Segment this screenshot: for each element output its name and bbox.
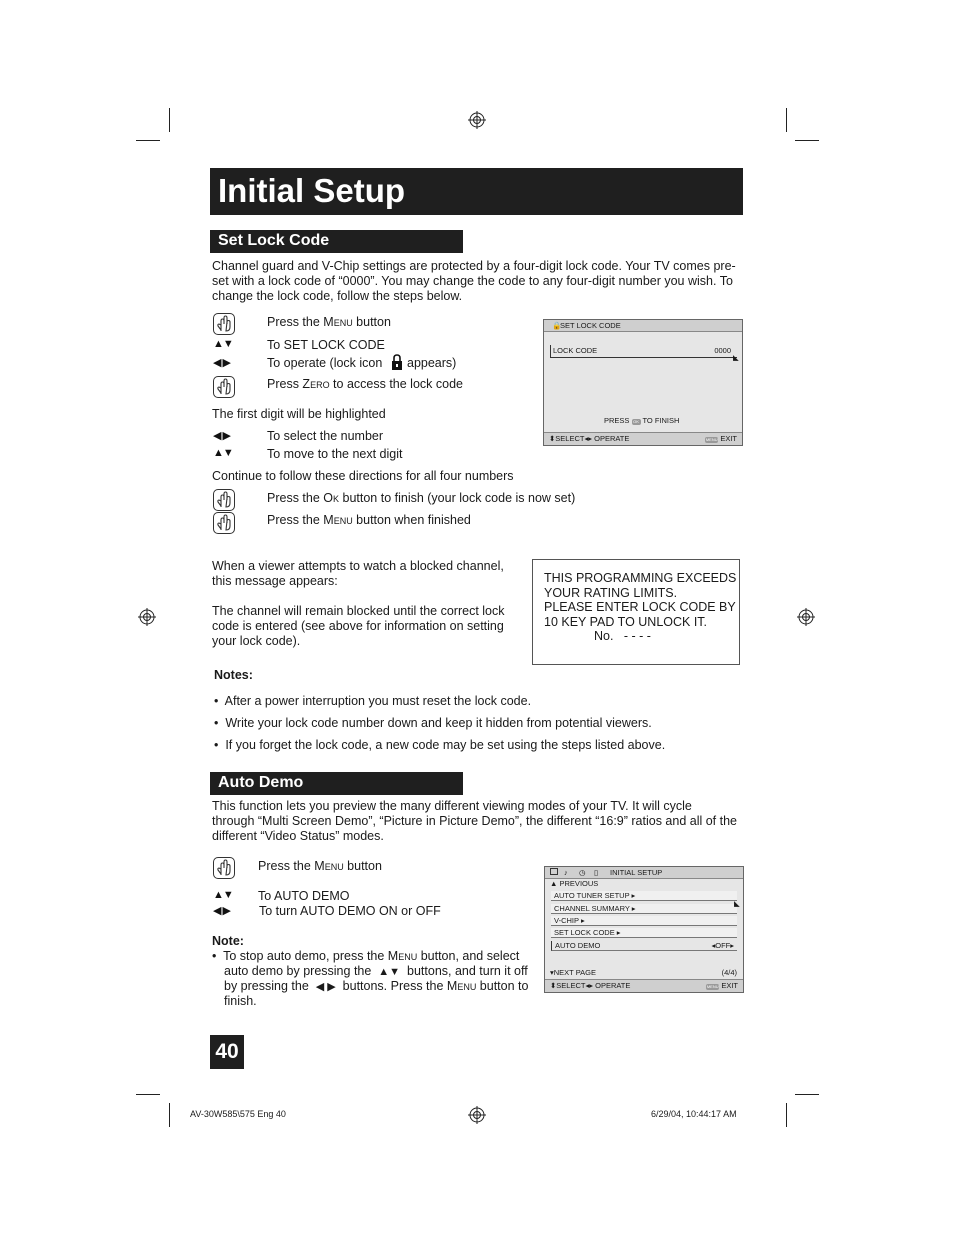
- blocked-message-box: [532, 559, 740, 665]
- footer-select: ⬍SELECT◂▸ OPERATE: [549, 434, 630, 443]
- auto-demo-value: ◂OFF▸: [711, 941, 734, 950]
- text: to access the lock code: [329, 377, 463, 391]
- lock-code-row: [550, 345, 737, 358]
- text: SELECT: [555, 434, 585, 443]
- screen-title: SET LOCK CODE: [560, 321, 621, 330]
- cursor-icon: ◣: [733, 353, 739, 362]
- page-number: 40: [210, 1035, 244, 1069]
- text: enu: [333, 513, 353, 527]
- page-title-bar: [210, 168, 743, 215]
- text: buttons, and turn it off: [407, 964, 528, 978]
- crop-mark: [786, 108, 787, 132]
- message-line: YOUR RATING LIMITS.: [544, 585, 678, 600]
- note-item: • Write your lock code number down and keep it hidden from potential viewers.: [214, 716, 652, 730]
- footer-exit: [705, 433, 737, 445]
- page-indicator: (4/4): [721, 968, 737, 977]
- text: enu: [398, 949, 418, 963]
- text: buttons. Press the M: [342, 979, 458, 993]
- text: Press Z: [267, 377, 311, 391]
- text: OFF: [715, 941, 731, 950]
- menu-finish-text: [267, 513, 471, 528]
- hand-press-icon: [213, 857, 235, 879]
- blocked-text: this message appears:: [212, 574, 338, 588]
- up-down-arrows-icon: ▲▼: [213, 889, 233, 901]
- demo-note-line: [224, 964, 528, 980]
- next-page-row: ▾NEXT PAGE: [550, 968, 597, 977]
- section-heading-bar: [210, 772, 463, 795]
- text: button to finish (your lock code is now set): [339, 491, 576, 505]
- crop-mark: [169, 108, 170, 132]
- text: EXIT: [721, 981, 738, 990]
- demo-intro-line: through “Multi Screen Demo”, “Picture in Picture Demo”, the different “16:9” ratios and all of the: [212, 814, 738, 828]
- note-item: • If you forget the lock code, a new code may be set using the steps listed above.: [214, 738, 666, 752]
- picture-menu-icon: [550, 868, 558, 875]
- text: If you forget the lock code, a new code may be set using the steps listed above.: [225, 738, 666, 752]
- menu-item-auto-tuner[interactable]: AUTO TUNER SETUP ▸: [551, 891, 737, 901]
- lock-code-screen: [543, 319, 743, 446]
- small-lock-icon: 🔒: [552, 321, 562, 330]
- crop-mark: [795, 1094, 819, 1095]
- text: Press the M: [267, 315, 334, 329]
- note-heading: Note:: [212, 934, 244, 948]
- ok-key-icon: OK: [633, 419, 639, 424]
- menu-key-icon: MENU: [705, 437, 718, 442]
- crop-mark: [136, 1094, 160, 1095]
- notes-heading: Notes:: [214, 668, 253, 682]
- screen-footer: [544, 432, 742, 445]
- left-right-arrows-icon: ◀ ▶: [213, 430, 230, 442]
- page-title: Initial Setup: [218, 172, 406, 209]
- text: To stop auto demo, press the M: [223, 949, 399, 963]
- text: Press the O: [267, 491, 333, 505]
- text: Write your lock code number down and keep it hidden from potential viewers.: [225, 716, 652, 730]
- hand-press-icon: [213, 489, 235, 511]
- lock-step-2: To SET LOCK CODE: [267, 338, 385, 352]
- text: NEXT PAGE: [553, 968, 597, 977]
- up-down-arrows-icon: ▲▼: [378, 966, 401, 978]
- lock-code-value: 0000: [714, 346, 731, 355]
- screen-footer: [545, 979, 743, 992]
- message-line: PLEASE ENTER LOCK CODE BY: [544, 600, 736, 614]
- text: PREVIOUS: [559, 879, 599, 888]
- crop-mark: [786, 1103, 787, 1127]
- up-down-arrows-icon: ▲▼: [213, 447, 233, 459]
- text: AUTO TUNER SETUP: [554, 891, 630, 900]
- text: V-CHIP: [554, 916, 579, 925]
- section-heading-lock: Set Lock Code: [218, 232, 330, 249]
- blocked-text: When a viewer attempts to watch a blocked channel,: [212, 559, 504, 573]
- lock-intro-line: Channel guard and V-Chip settings are protected by a four-digit lock code. Your TV comes pre-: [212, 259, 736, 273]
- crop-mark: [136, 140, 160, 141]
- crop-mark: [169, 1103, 170, 1127]
- menu-item-channel-summary[interactable]: CHANNEL SUMMARY ▸: [551, 904, 737, 914]
- text: enu: [324, 859, 344, 873]
- menu-item-set-lock-code[interactable]: SET LOCK CODE ▸: [551, 928, 737, 938]
- text: auto demo by pressing the: [224, 964, 372, 978]
- text: OPERATE: [594, 434, 630, 443]
- left-right-arrows-icon: ◀ ▶: [213, 905, 230, 917]
- menu-item-v-chip[interactable]: V-CHIP ▸: [551, 916, 737, 926]
- text: CHANNEL SUMMARY: [554, 904, 630, 913]
- lock-intro-line: change the lock code, follow the steps below.: [212, 289, 463, 303]
- ok-step-text: [267, 491, 575, 506]
- text: ero: [310, 377, 330, 391]
- crop-mark: [795, 140, 819, 141]
- sound-menu-icon: ♪: [564, 868, 568, 877]
- note-item: • After a power interruption you must reset the lock code.: [214, 694, 532, 708]
- demo-note-line: finish.: [224, 994, 257, 1008]
- text: appears): [407, 356, 457, 370]
- press-to-finish: [604, 416, 679, 425]
- demo-note-line: [224, 979, 528, 995]
- lock-step-3: [267, 356, 382, 371]
- up-down-arrows-icon: ▲▼: [213, 338, 233, 350]
- demo-intro-line: different “Video Status” modes.: [212, 829, 384, 843]
- lock-step-1: [267, 315, 391, 330]
- text: SELECT: [556, 981, 586, 990]
- footer-select: ⬍SELECT◂▸ OPERATE: [550, 981, 631, 990]
- remain-text: code is entered (see above for information on setting: [212, 619, 504, 633]
- setup-menu-icon: ▯: [594, 868, 599, 877]
- registration-mark-icon: [468, 1106, 486, 1124]
- text: TO FINISH: [642, 416, 680, 425]
- cursor-icon: ◣: [734, 899, 740, 908]
- text: by pressing the: [224, 979, 309, 993]
- text: Press the M: [258, 859, 325, 873]
- text: button, and select: [417, 949, 520, 963]
- demo-note-line: • To stop auto demo, press the Menu button, and select: [212, 949, 520, 963]
- hand-press-icon: [213, 512, 235, 534]
- text: PRESS: [604, 416, 630, 425]
- message-line: THIS PROGRAMMING EXCEEDS: [544, 571, 737, 585]
- footer-file: AV-30W585\575 Eng 40: [190, 1109, 286, 1119]
- lock-icon: [391, 353, 403, 371]
- section-heading-demo: Auto Demo: [218, 774, 304, 791]
- demo-step-1: [258, 859, 382, 874]
- text: enu: [333, 315, 353, 329]
- text: Press the M: [267, 513, 334, 527]
- text: button when finished: [352, 513, 471, 527]
- footer-exit: [706, 980, 738, 992]
- clock-menu-icon: ◷: [579, 868, 586, 877]
- remain-text: The channel will remain blocked until the correct lock: [212, 604, 505, 618]
- demo-intro-line: This function lets you preview the many different viewing modes of your TV. It will cycle: [212, 799, 692, 813]
- screen-header: [545, 867, 743, 879]
- lock-intro-line: set with a lock code of “0000”. You may change the code to any four-digit number you wish. To: [212, 274, 733, 288]
- text: k: [333, 491, 340, 505]
- text: After a power interruption you must reset the lock code.: [224, 694, 532, 708]
- section-heading-bar: [210, 230, 463, 253]
- select-number-text: To select the number: [267, 429, 384, 443]
- left-right-arrows-icon: ◀ ▶: [315, 981, 336, 993]
- text: enu: [457, 979, 477, 993]
- text: EXIT: [720, 434, 737, 443]
- remain-text: your lock code).: [212, 634, 301, 648]
- text: button to: [476, 979, 529, 993]
- left-right-arrows-icon: ◀ ▶: [213, 357, 230, 369]
- screen-title: INITIAL SETUP: [610, 868, 663, 877]
- lock-code-label: LOCK CODE: [553, 346, 598, 355]
- screen-header: [544, 320, 742, 332]
- footer-date: 6/29/04, 10:44:17 AM: [651, 1109, 737, 1119]
- hand-press-icon: [213, 376, 235, 398]
- next-digit-text: To move to the next digit: [267, 447, 403, 461]
- demo-step-3: To turn AUTO DEMO ON or OFF: [259, 904, 441, 918]
- registration-mark-icon: [468, 111, 486, 129]
- demo-step-2: To AUTO DEMO: [258, 889, 350, 903]
- hand-press-icon: [213, 313, 235, 335]
- text: AUTO DEMO: [555, 941, 601, 950]
- previous-row: ▲ PREVIOUS: [550, 879, 599, 888]
- menu-item-auto-demo[interactable]: [551, 941, 737, 951]
- message-line: 10 KEY PAD TO UNLOCK IT.: [544, 614, 708, 629]
- first-digit-text: The first digit will be highlighted: [212, 407, 386, 421]
- continue-text: Continue to follow these directions for all four numbers: [212, 469, 514, 483]
- lock-step-4: [267, 377, 463, 392]
- message-line: No. - - - -: [594, 629, 651, 643]
- text: button: [343, 859, 382, 873]
- registration-mark-icon: [138, 608, 156, 626]
- initial-setup-screen: [544, 866, 744, 993]
- menu-key-icon: MENU: [706, 984, 719, 989]
- text: button: [352, 315, 391, 329]
- text: To operate (lock icon: [267, 356, 383, 370]
- text: OPERATE: [595, 981, 631, 990]
- registration-mark-icon: [797, 608, 815, 626]
- text: SET LOCK CODE: [554, 928, 615, 937]
